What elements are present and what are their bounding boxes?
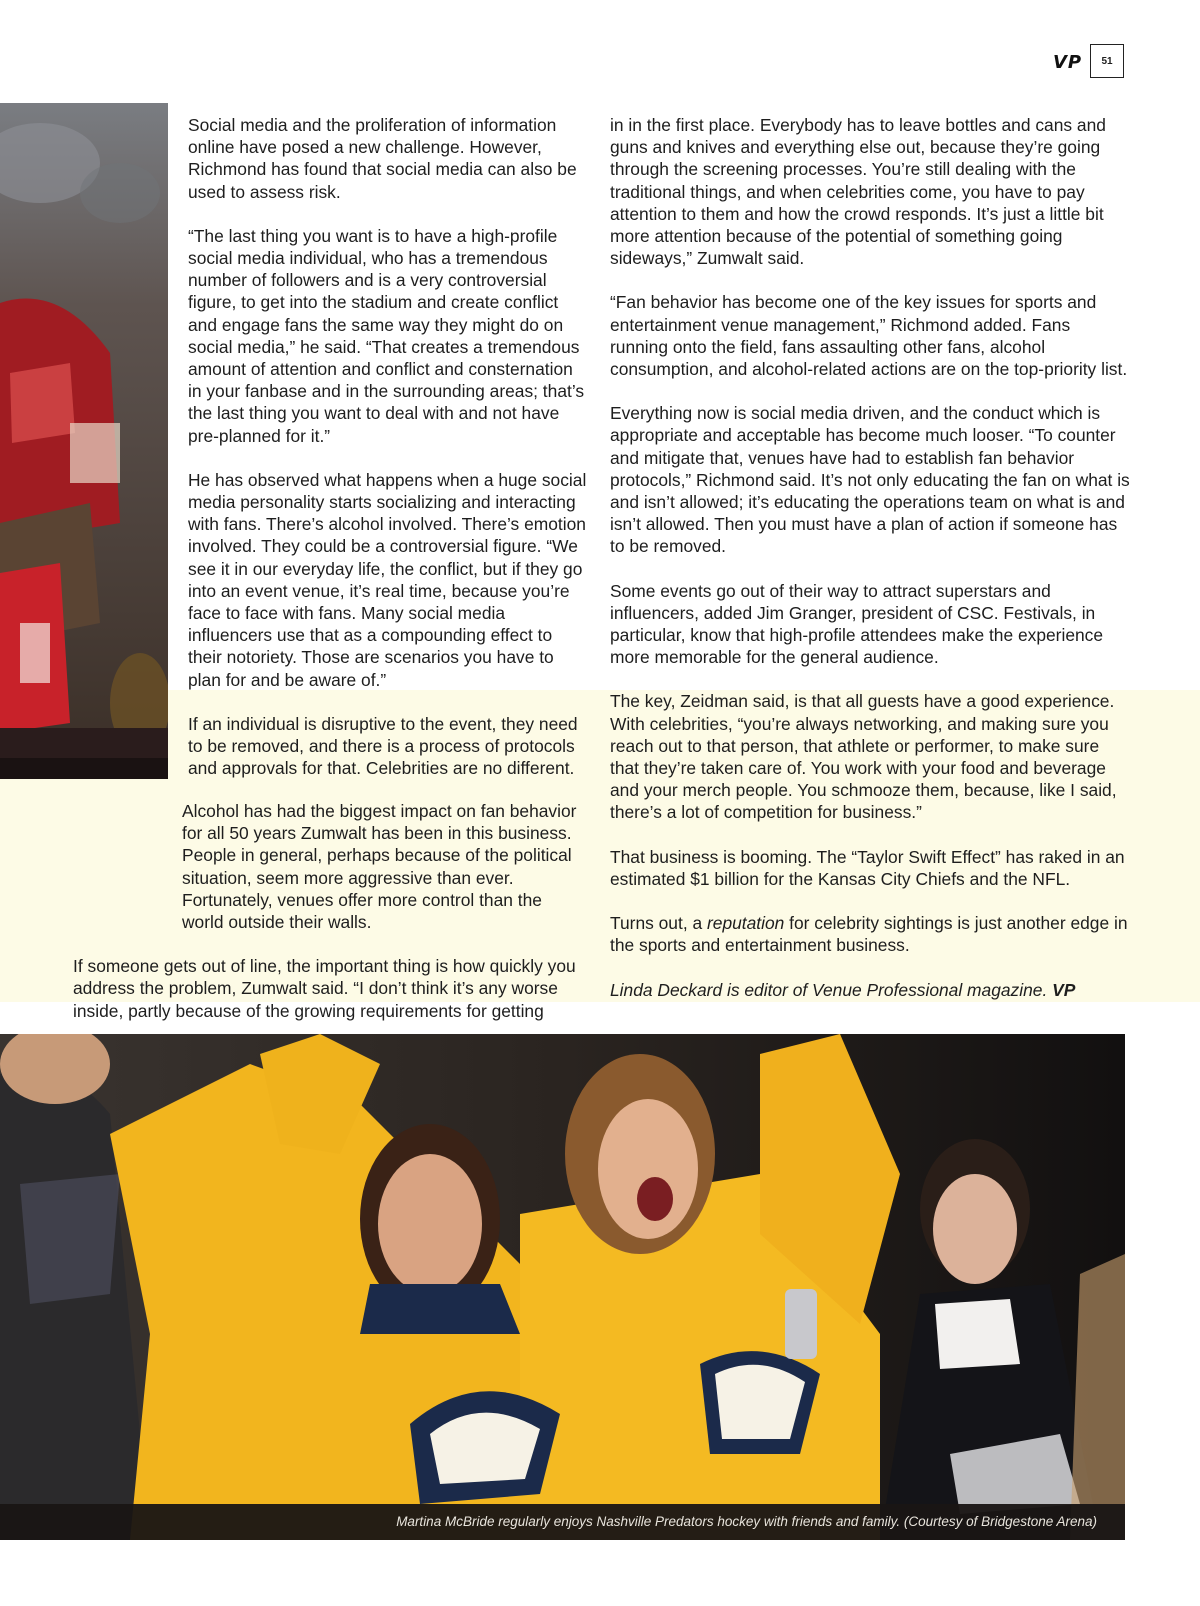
photo-caption: Martina McBride regularly enjoys Nashville Predators hockey with friends and family. (Courtesy of Bridgestone Arena) <box>396 1514 1097 1529</box>
paragraph: “Fan behavior has become one of the key issues for sports and entertainment venue management,” Richmond added. Fans running onto the field, fans assaulting other fans, alcohol consumption, and alcohol-related actions are on the top-priority list. <box>610 292 1128 380</box>
side-photo-image <box>0 103 168 779</box>
column-1 <box>188 114 588 779</box>
brand-logo: VP <box>1053 52 1083 73</box>
paragraph: He has observed what happens when a huge social media personality starts socializing and interacting with fans. There’s alcohol involved. There’s emotion involved. They could be a controversial figure. “We see it in our everyday life, the conflict, but if they go into an event venue, it’s real time, because you’re face to face with fans. Many social media influencers use that as a compounding effect to their notoriety. Those are scenarios you have to plan for and be aware of.” <box>188 469 587 690</box>
paragraph: Some events go out of their way to attract superstars and influencers, added Jim Granger, president of CSC. Festivals, in particular, know that high-profile attendees make the experience more memorable for the general audience. <box>610 580 1104 668</box>
page-number: 51 <box>1090 44 1124 78</box>
author-byline: Linda Deckard is editor of Venue Professional magazine. <box>610 979 1048 1000</box>
end-mark: VP <box>1052 979 1076 1000</box>
closing-text: for celebrity sightings is just another edge in the sports and entertainment business. <box>610 913 1128 956</box>
photo-caption-bar <box>0 1504 1125 1540</box>
paragraph: The key, Zeidman said, is that all guests have a good experience. With celebrities, “you’re always networking, and making sure you reach out to that person, that athlete or performer, to make sure that they’re taken care of. You work with your food and beverage and your merch people. You schmooze them, because, like I said, there’s a lot of competition for business.” <box>610 691 1117 823</box>
fans-photo-image <box>0 1034 1125 1540</box>
column-2 <box>73 800 588 1022</box>
paragraph: Everything now is social media driven, and the conduct which is appropriate and acceptable has become much looser. “To counter and mitigate that, venues have had to establish fan behavior protocols,” Richmond said. It’s not only educating the fan on what is and isn’t allowed; it’s educating the operations team on what is and isn’t allowed. Then you must have a plan of action if someone has to be removed. <box>610 403 1130 557</box>
paragraph: “The last thing you want is to have a high-profile social media individual, who has a tremendous number of followers and is a very controversial figure, to get into the stadium and create conflict and engage fans the same way they might do on social media,” he said. “That creates a tremendous amount of attention and conflict and consternation in your fanbase and in the surrounding areas; that’s the last thing you want to deal with and not have pre-planned for it.” <box>188 225 585 446</box>
closing-text: Turns out, a <box>610 913 707 934</box>
closing-paragraph <box>610 912 1130 956</box>
column-3 <box>610 114 1130 1001</box>
paragraph: That business is booming. The “Taylor Swift Effect” has raked in an estimated $1 billion for the Kansas City Chiefs and the NFL. <box>610 846 1125 889</box>
paragraph: in in the first place. Everybody has to leave bottles and cans and guns and knives and everything else out, because they’re going through the screening processes. You’re still dealing with the traditional things, and when celebrities come, you have to pay attention to them and how the crowd responds. It’s just a little bit more attention because of the potential of something going sideways,” Zumwalt said. <box>610 115 1106 269</box>
paragraph: Alcohol has had the biggest impact on fan behavior for all 50 years Zumwalt has been in this business. People in general, perhaps because of the political situation, seem more aggressive than ever. Fortunately, venues offer more control than the world outside their walls. <box>182 801 577 933</box>
bottom-photo <box>0 1034 1125 1540</box>
byline-paragraph <box>610 979 1130 1001</box>
closing-emphasis: reputation <box>706 913 785 934</box>
paragraph: If someone gets out of line, the important thing is how quickly you address the problem, Zumwalt said. “I don’t think it’s any worse inside, partly because of the growing requirements for getting <box>73 956 576 1021</box>
side-photo <box>0 103 168 779</box>
paragraph: Social media and the proliferation of information online have posed a new challenge. However, Richmond has found that social media can also be used to assess risk. <box>188 115 577 202</box>
paragraph: If an individual is disruptive to the event, they need to be removed, and there is a process of protocols and approvals for that. Celebrities are no different. <box>188 713 578 779</box>
